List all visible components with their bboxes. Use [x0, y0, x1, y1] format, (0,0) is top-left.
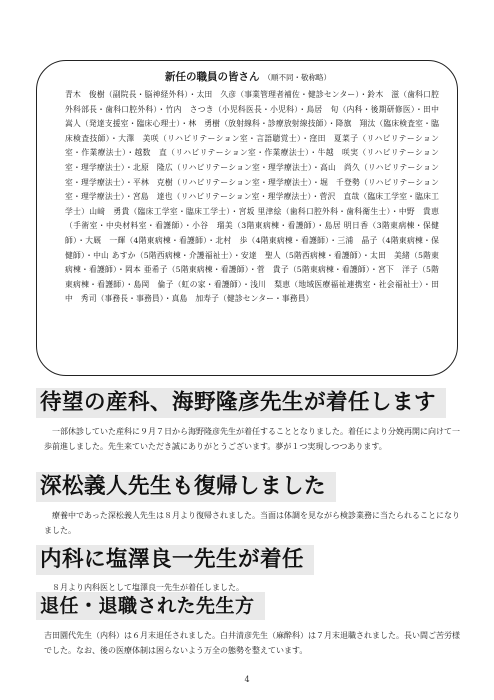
return-heading: 深松義人先生も復帰しました: [36, 472, 336, 502]
internal-medicine-heading: 内科に塩澤良一先生が着任: [36, 545, 314, 575]
obstetrics-heading: 待望の産科、海野隆彦先生が着任します: [36, 388, 446, 418]
retirement-heading: 退任・退職された先生方: [36, 592, 265, 620]
new-staff-box: [36, 60, 458, 376]
retirement-body: 吉田園代先生（内科）は６月末退任されました。白井清彦先生（麻酔科）は７月末退職されました。長い間ご苦労様でした。なお、後の医療体制は困らないよう万全の態勢を整えています。: [44, 631, 460, 655]
new-staff-list: 青木 俊樹（副院長・脳神経外科）・太田 久彦（事業管理者補佐・健診センター）・鈴木 滋（歯科口腔外科部長・歯科口腔外科）・竹内 さつき（小児科医長・小児科）・鳥居 旬（内科・後期研修医）・田中 嵩人（発達支援室・臨床心理士）・林 勇樹（放射線科・診療放射線技師）・降旗 翔汰（臨床検査室・臨床検査技師）・大澤 美咲（リハビリテーション室・言語聴覚士）・窪田 夏菜子（リハビリテーション室・作業療法士）・越数 直（リハビリテーション室・作業療法士）・牛越 咲実（リハビリテーション室・理学療法士）・北原 隆広（リハビリテーション室・理学療法士）・高山 尚久（リハビリテーション室・理学療法士）・平林 克樹（リハビリテーション室・理学療法士）・堀 千登勢（リハビリテーション室・理学療法士）・宮島 達也（リハビリテーション室・理学療法士）・菅沢 直哉（臨床工学室・臨床工学士）山﨑 勇貴（臨床工学室・臨床工学士）・宮坂 里津絵（歯科口腔外科・歯科衛生士）・中野 貴恵（手術室・中央材料室・看護師）・小谷 瑠美（3階東病棟・看護師）・島居 明日香（3階東病棟・保健師）・大厩 一輝（4階東病棟・看護師）・北村 歩（4階東病棟・看護師）・三浦 晶子（4階東病棟・保健師）・中山 あすか（5階西病棟・介護福祉士）・安達 聖人（5階西病棟・看護師）・太田 美緒（5階東病棟・看護師）・岡本 亜希子（5階東病棟・看護師）・菅 貴子（5階東病棟・看護師）・宮下 洋子（5階東病棟・看護師）・島岡 倫子（虹の家・看護師）・浅川 梨恵（地域医療福祉連携室・社会福祉士）・田中 秀司（事務長・事務員）・真島 加寿子（健診センター・事務員）: [65, 90, 447, 304]
obstetrics-body: 一部休診していた産科に９月７日から海野隆彦先生が着任することとなりました。着任により分娩再開に向けて一歩前進しました。先生来ていただき誠にありがとうございます。夢が１つ実現しつつあります。: [44, 427, 460, 451]
return-body: 療養中であった深松義人先生は８月より復帰されました。当面は体調を見ながら検診業務に当たられることになりました。: [44, 511, 460, 535]
new-staff-title: [57, 69, 439, 84]
page-number: 4: [244, 675, 250, 684]
internal-medicine-body: ８月より内科医として塩澤良一先生が着任しました。: [52, 583, 244, 592]
new-staff-title-text: 新任の職員の皆さん: [165, 71, 260, 83]
new-staff-order-note: （順不同・敬称略）: [263, 73, 331, 82]
